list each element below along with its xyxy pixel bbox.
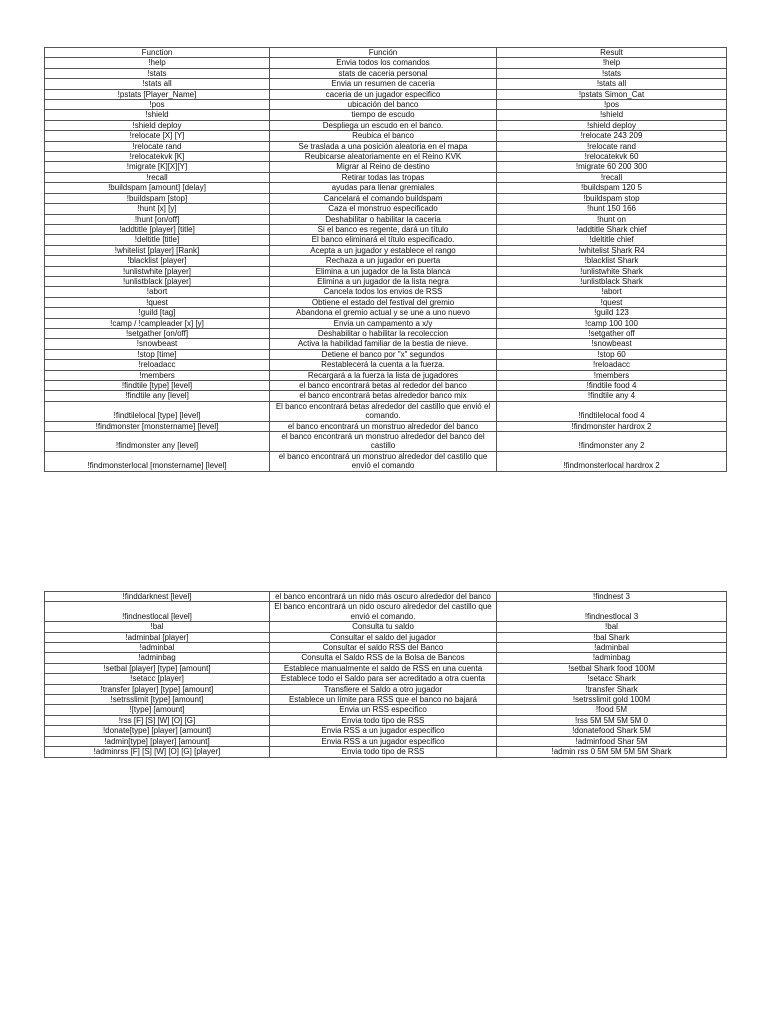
- table-row: [45, 381, 727, 391]
- description-cell: Envia RSS a un jugador especifico: [270, 736, 497, 746]
- example-cell: !addtitle Shark chief: [497, 224, 727, 234]
- table-row: [45, 622, 727, 632]
- header-funcion: Función: [270, 48, 497, 58]
- command-cell: !buildspam [stop]: [45, 193, 270, 203]
- command-cell: !findtile any [level]: [45, 391, 270, 401]
- example-cell: !bal Shark: [497, 632, 727, 642]
- table-row: [45, 276, 727, 286]
- description-cell: Establece todo el Saldo para ser acreditado a otra cuenta: [270, 674, 497, 684]
- command-cell: !reloadacc: [45, 360, 270, 370]
- example-cell: !rss 5M 5M 5M 5M 0: [497, 715, 727, 725]
- table-row: [45, 141, 727, 151]
- table-row: [45, 674, 727, 684]
- description-cell: Rechaza a un jugador en puerta: [270, 256, 497, 266]
- command-cell: !setbal [player] [type] [amount]: [45, 663, 270, 673]
- description-cell: Si el banco es regente, dará un título: [270, 224, 497, 234]
- example-cell: !admin rss 0 5M 5M 5M 5M Shark: [497, 747, 727, 757]
- table-row: [45, 204, 727, 214]
- example-cell: !findmonster hardrox 2: [497, 421, 727, 431]
- description-cell: Se traslada a una posición aleatoria en el mapa: [270, 141, 497, 151]
- example-cell: !findnestlocal 3: [497, 602, 727, 622]
- example-cell: !relocate 243 209: [497, 131, 727, 141]
- command-cell: !snowbeast: [45, 339, 270, 349]
- command-cell: !adminrss [F] [S] [W] [O] [G] [player]: [45, 747, 270, 757]
- example-cell: !food 5M: [497, 705, 727, 715]
- description-cell: Establece un límite para RSS que el banco no bajará: [270, 695, 497, 705]
- table-row: [45, 214, 727, 224]
- command-cell: !stats all: [45, 79, 270, 89]
- table-row: [45, 318, 727, 328]
- table-row: [45, 245, 727, 255]
- description-cell: Consultar el saldo del jugador: [270, 632, 497, 642]
- example-cell: !reloadacc: [497, 360, 727, 370]
- table-row: [45, 684, 727, 694]
- command-cell: !adminbal [player]: [45, 632, 270, 642]
- description-cell: caceria de un jugador especifico: [270, 89, 497, 99]
- table-row: [45, 79, 727, 89]
- example-cell: !relocate rand: [497, 141, 727, 151]
- command-cell: !hunt [on/off]: [45, 214, 270, 224]
- command-cell: !setgather [on/off]: [45, 328, 270, 338]
- table-row: [45, 266, 727, 276]
- command-cell: !blacklist [player]: [45, 256, 270, 266]
- command-cell: !addtitle [player] [title]: [45, 224, 270, 234]
- table-row: [45, 592, 727, 602]
- description-cell: ubicación del banco: [270, 100, 497, 110]
- description-cell: Deshabilitar o habilitar la recoleccion: [270, 328, 497, 338]
- description-cell: Envia un RSS especifico: [270, 705, 497, 715]
- table-row: [45, 663, 727, 673]
- description-cell: Envia todos los comandos: [270, 58, 497, 68]
- command-cell: !quest: [45, 297, 270, 307]
- example-cell: !stats all: [497, 79, 727, 89]
- description-cell: Detiene el banco por "x" segundos: [270, 349, 497, 359]
- example-cell: !buildspam 120 5: [497, 183, 727, 193]
- table-row: [45, 193, 727, 203]
- table-row: [45, 131, 727, 141]
- description-cell: el banco encontrará betas al rededor del banco: [270, 381, 497, 391]
- table-row: [45, 349, 727, 359]
- example-cell: !adminbal: [497, 643, 727, 653]
- command-cell: !transfer [player] [type] [amount]: [45, 684, 270, 694]
- description-cell: el banco encontrará un monstruo alrededor del banco del castillo: [270, 432, 497, 452]
- example-cell: !adminbag: [497, 653, 727, 663]
- description-cell: el banco encontrará betas alrededor banco mix: [270, 391, 497, 401]
- table-row: [45, 183, 727, 193]
- example-cell: !setgather off: [497, 328, 727, 338]
- header-function: Function: [45, 48, 270, 58]
- example-cell: !hunt 150 166: [497, 204, 727, 214]
- example-cell: !setrsslimit gold 100M: [497, 695, 727, 705]
- commands-table-2: [44, 591, 727, 758]
- description-cell: Consulta el Saldo RSS de la Bolsa de Bancos: [270, 653, 497, 663]
- table-row: [45, 370, 727, 380]
- table-row: [45, 643, 727, 653]
- example-cell: !camp 100 100: [497, 318, 727, 328]
- command-cell: !relocate [X] [Y]: [45, 131, 270, 141]
- table-row: [45, 391, 727, 401]
- table-row: [45, 224, 727, 234]
- table-row: [45, 705, 727, 715]
- example-cell: !relocatekvk 60: [497, 152, 727, 162]
- command-cell: ![type] [amount]: [45, 705, 270, 715]
- example-cell: !setbal Shark food 100M: [497, 663, 727, 673]
- description-cell: Deshabilitar o habilitar la caceria: [270, 214, 497, 224]
- example-cell: !shield: [497, 110, 727, 120]
- table-row: [45, 451, 727, 471]
- table-row: [45, 308, 727, 318]
- command-cell: !findmonster any [level]: [45, 432, 270, 452]
- table-row: [45, 287, 727, 297]
- command-cell: !unlistblack [player]: [45, 276, 270, 286]
- command-cell: !whitelist [player] [Rank]: [45, 245, 270, 255]
- description-cell: Consulta tu saldo: [270, 622, 497, 632]
- description-cell: Elimina a un jugador de la lista blanca: [270, 266, 497, 276]
- table-row: [45, 401, 727, 421]
- command-cell: !pstats [Player_Name]: [45, 89, 270, 99]
- command-cell: !relocate rand: [45, 141, 270, 151]
- table-row: [45, 339, 727, 349]
- table-row: [45, 120, 727, 130]
- example-cell: !members: [497, 370, 727, 380]
- command-cell: !members: [45, 370, 270, 380]
- table-row: [45, 172, 727, 182]
- example-cell: !findmonsterlocal hardrox 2: [497, 451, 727, 471]
- description-cell: Activa la habilidad familiar de la bestia de nieve.: [270, 339, 497, 349]
- command-cell: !findnestlocal [level]: [45, 602, 270, 622]
- description-cell: Envia un campamento a x/y: [270, 318, 497, 328]
- description-cell: el banco encontrará un nido más oscuro alrededor del banco: [270, 592, 497, 602]
- command-cell: !stop [time]: [45, 349, 270, 359]
- example-cell: !findnest 3: [497, 592, 727, 602]
- example-cell: !recall: [497, 172, 727, 182]
- header-row: [45, 48, 727, 58]
- table-row: [45, 110, 727, 120]
- commands-table-1: [44, 47, 727, 472]
- table-row: [45, 421, 727, 431]
- command-cell: !setacc [player]: [45, 674, 270, 684]
- description-cell: Reubicarse aleatoriamente en el Reino KVK: [270, 152, 497, 162]
- example-cell: !donatefood Shark 5M: [497, 726, 727, 736]
- description-cell: tiempo de escudo: [270, 110, 497, 120]
- table-row: [45, 360, 727, 370]
- description-cell: el banco encontrará un monstruo alrededor del banco: [270, 421, 497, 431]
- command-cell: !deltitle [title]: [45, 235, 270, 245]
- description-cell: Transfiere el Saldo a otro jugador: [270, 684, 497, 694]
- table-row: [45, 152, 727, 162]
- example-cell: !setacc Shark: [497, 674, 727, 684]
- example-cell: !abort: [497, 287, 727, 297]
- command-cell: !adminbal: [45, 643, 270, 653]
- example-cell: !quest: [497, 297, 727, 307]
- description-cell: Cancela todos los envios de RSS: [270, 287, 497, 297]
- example-cell: !migrate 60 200 300: [497, 162, 727, 172]
- command-cell: !pos: [45, 100, 270, 110]
- description-cell: Consultar el saldo RSS del Banco: [270, 643, 497, 653]
- description-cell: Caza el monstruo especificado: [270, 204, 497, 214]
- description-cell: Acepta a un jugador y establece el rango: [270, 245, 497, 255]
- command-cell: !recall: [45, 172, 270, 182]
- example-cell: !stop 60: [497, 349, 727, 359]
- example-cell: !findmonster any 2: [497, 432, 727, 452]
- description-cell: Envia todo tipo de RSS: [270, 747, 497, 757]
- command-cell: !admin[type] [player] [amount]: [45, 736, 270, 746]
- table-row: [45, 328, 727, 338]
- table-row: [45, 715, 727, 725]
- table-row: [45, 297, 727, 307]
- header-result: Result: [497, 48, 727, 58]
- command-cell: !camp / !campleader [x] [y]: [45, 318, 270, 328]
- table-row: [45, 58, 727, 68]
- description-cell: Reubica el banco: [270, 131, 497, 141]
- command-cell: !adminbag: [45, 653, 270, 663]
- description-cell: Cancelará el comando buildspam: [270, 193, 497, 203]
- command-cell: !buildspam [amount] [delay]: [45, 183, 270, 193]
- command-cell: !findmonster [monstername] [level]: [45, 421, 270, 431]
- example-cell: !findtile food 4: [497, 381, 727, 391]
- table-row: [45, 602, 727, 622]
- table-row: [45, 736, 727, 746]
- example-cell: !shield deploy: [497, 120, 727, 130]
- command-cell: !finddarknest [level]: [45, 592, 270, 602]
- table-row: [45, 695, 727, 705]
- command-cell: !findtilelocal [type] [level]: [45, 401, 270, 421]
- command-cell: !shield: [45, 110, 270, 120]
- command-cell: !rss [F] [S] [W] [O] [G]: [45, 715, 270, 725]
- command-cell: !unlistwhite [player]: [45, 266, 270, 276]
- command-cell: !stats: [45, 68, 270, 78]
- command-cell: !setrsslimit [type] [amount]: [45, 695, 270, 705]
- description-cell: Obtiene el estado del festival del gremio: [270, 297, 497, 307]
- command-cell: !shield deploy: [45, 120, 270, 130]
- table-row: [45, 100, 727, 110]
- table-row: [45, 235, 727, 245]
- description-cell: Retirar todas las tropas: [270, 172, 497, 182]
- description-cell: ayudas para llenar gremiales: [270, 183, 497, 193]
- example-cell: !unlistwhite Shark: [497, 266, 727, 276]
- example-cell: !pos: [497, 100, 727, 110]
- description-cell: el banco encontrará un monstruo alrededor del castillo que envió el comando: [270, 451, 497, 471]
- command-cell: !guild [tag]: [45, 308, 270, 318]
- command-cell: !donate[type] [player] [amount]: [45, 726, 270, 736]
- command-cell: !relocatekvk [K]: [45, 152, 270, 162]
- table-row: [45, 726, 727, 736]
- example-cell: !guild 123: [497, 308, 727, 318]
- table-row: [45, 256, 727, 266]
- example-cell: !transfer Shark: [497, 684, 727, 694]
- command-cell: !migrate [K][X][Y]: [45, 162, 270, 172]
- description-cell: Envia todo tipo de RSS: [270, 715, 497, 725]
- description-cell: Establece manualmente el saldo de RSS en una cuenta: [270, 663, 497, 673]
- table-row: [45, 68, 727, 78]
- example-cell: !help: [497, 58, 727, 68]
- description-cell: Envia un resumen de caceria: [270, 79, 497, 89]
- table-row: [45, 162, 727, 172]
- table-row: [45, 432, 727, 452]
- command-cell: !help: [45, 58, 270, 68]
- description-cell: Abandona el gremio actual y se une a uno nuevo: [270, 308, 497, 318]
- example-cell: !stats: [497, 68, 727, 78]
- command-cell: !abort: [45, 287, 270, 297]
- description-cell: stats de caceria personal: [270, 68, 497, 78]
- description-cell: Restablecerá la cuenta a la fuerza.: [270, 360, 497, 370]
- description-cell: Despliega un escudo en el banco.: [270, 120, 497, 130]
- table-row: [45, 89, 727, 99]
- table-row: [45, 632, 727, 642]
- example-cell: !buildspam stop: [497, 193, 727, 203]
- table-row: [45, 653, 727, 663]
- example-cell: !snowbeast: [497, 339, 727, 349]
- example-cell: !blacklist Shark: [497, 256, 727, 266]
- example-cell: !unlistblack Shark: [497, 276, 727, 286]
- example-cell: !findtilelocal food 4: [497, 401, 727, 421]
- example-cell: !bal: [497, 622, 727, 632]
- description-cell: Recargará a la fuerza la lista de jugadores: [270, 370, 497, 380]
- command-cell: !findtile [type] [level]: [45, 381, 270, 391]
- example-cell: !pstats Simon_Cat: [497, 89, 727, 99]
- example-cell: !findtile any 4: [497, 391, 727, 401]
- command-cell: !bal: [45, 622, 270, 632]
- example-cell: !adminfood Shar 5M: [497, 736, 727, 746]
- description-cell: El banco encontrará betas alrededor del castillo que envió el comando.: [270, 401, 497, 421]
- table-row: [45, 747, 727, 757]
- description-cell: El banco eliminará el título especificado.: [270, 235, 497, 245]
- example-cell: !whitelist Shark R4: [497, 245, 727, 255]
- command-cell: !findmonsterlocal [monstername] [level]: [45, 451, 270, 471]
- example-cell: !hunt on: [497, 214, 727, 224]
- example-cell: !deltitle chief: [497, 235, 727, 245]
- description-cell: El banco encontrará un nido oscuro alrededor del castillo que envió el comando.: [270, 602, 497, 622]
- description-cell: Envia RSS a un jugador especifico: [270, 726, 497, 736]
- description-cell: Migrar al Reino de destino: [270, 162, 497, 172]
- description-cell: Elimina a un jugador de la lista negra: [270, 276, 497, 286]
- command-cell: !hunt [x] [y]: [45, 204, 270, 214]
